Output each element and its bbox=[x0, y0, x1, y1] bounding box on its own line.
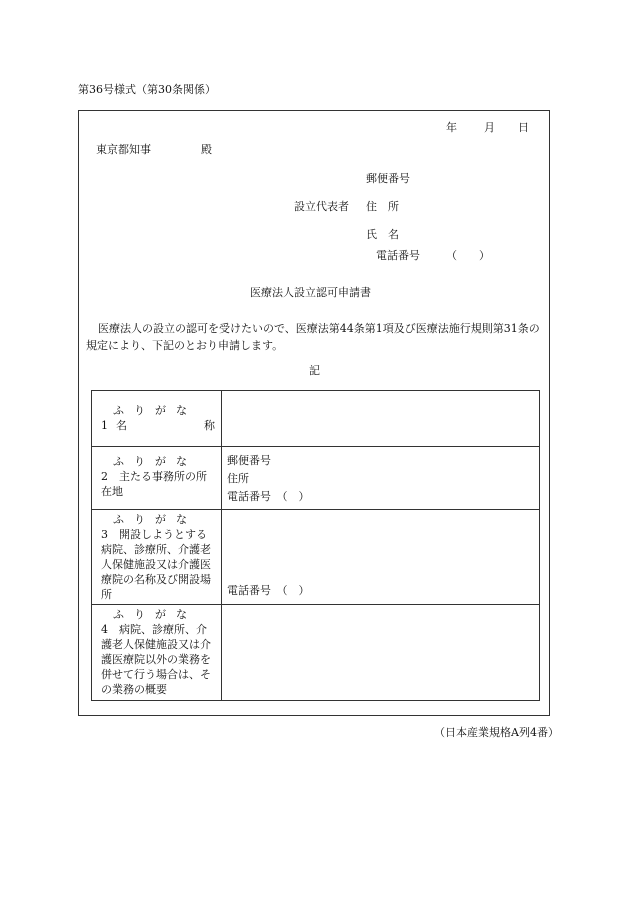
row1-label-a: 名 bbox=[116, 419, 127, 432]
applicant-phone-label: 電話番号 bbox=[376, 249, 420, 262]
row3-phone: 電話番号 （ ） bbox=[227, 584, 310, 597]
row4-value[interactable] bbox=[222, 605, 540, 701]
row2-postal: 郵便番号 bbox=[227, 454, 271, 467]
row4-label-text: 4 病院、診療所、介護老人保健施設又は介護医療院以外の業務を併せて行う場合は、その業務の概要 bbox=[101, 623, 211, 696]
date-day: 日 bbox=[518, 121, 529, 134]
applicant-name-label: 氏 名 bbox=[366, 228, 399, 241]
row2-label bbox=[92, 447, 222, 510]
application-table bbox=[91, 390, 540, 701]
row2-furigana: ふりがな bbox=[113, 455, 197, 468]
row2-value[interactable] bbox=[222, 447, 540, 510]
applicant-address-label: 住 所 bbox=[366, 200, 399, 213]
addressee-honorific: 殿 bbox=[201, 143, 212, 156]
ki-heading: 記 bbox=[309, 364, 320, 377]
applicant-role: 設立代表者 bbox=[294, 200, 349, 213]
row3-label bbox=[92, 510, 222, 605]
application-statement: 医療法人の設立の認可を受けたいので、医療法第44条第1項及び医療法施行規則第31条の規定により、下記のとおり申請します。 bbox=[86, 322, 540, 352]
row4-furigana: ふりがな bbox=[113, 608, 197, 621]
applicant-postal-label: 郵便番号 bbox=[366, 172, 410, 185]
form-number: 第36号様式（第30条関係） bbox=[78, 83, 216, 96]
row1-furigana: ふりがな bbox=[113, 404, 197, 417]
row2-address: 住所 bbox=[227, 472, 249, 485]
table-row bbox=[92, 447, 540, 510]
applicant-phone-parens: （ ） bbox=[446, 249, 490, 262]
date-year: 年 bbox=[446, 121, 457, 134]
table-row bbox=[92, 391, 540, 447]
row1-label bbox=[92, 391, 222, 447]
row3-label-text: 3 開設しようとする病院、診療所、介護老人保健施設又は介護医療院の名称及び開設場所 bbox=[101, 528, 211, 601]
addressee-name: 東京都知事 bbox=[96, 143, 151, 156]
row1-label-b: 称 bbox=[204, 419, 215, 432]
document-title: 医療法人設立認可申請書 bbox=[250, 286, 371, 299]
table-row bbox=[92, 605, 540, 701]
paper-size-note: （日本産業規格A列4番） bbox=[434, 726, 559, 739]
row4-label bbox=[92, 605, 222, 701]
row1-value[interactable] bbox=[222, 391, 540, 447]
table-row bbox=[92, 510, 540, 605]
row3-value[interactable] bbox=[222, 510, 540, 605]
row1-number: 1 bbox=[101, 419, 108, 432]
row2-phone: 電話番号 （ ） bbox=[227, 490, 310, 503]
date-month: 月 bbox=[484, 121, 495, 134]
row3-furigana: ふりがな bbox=[113, 513, 197, 526]
row2-label-text: 2 主たる事務所の所在地 bbox=[101, 470, 207, 498]
